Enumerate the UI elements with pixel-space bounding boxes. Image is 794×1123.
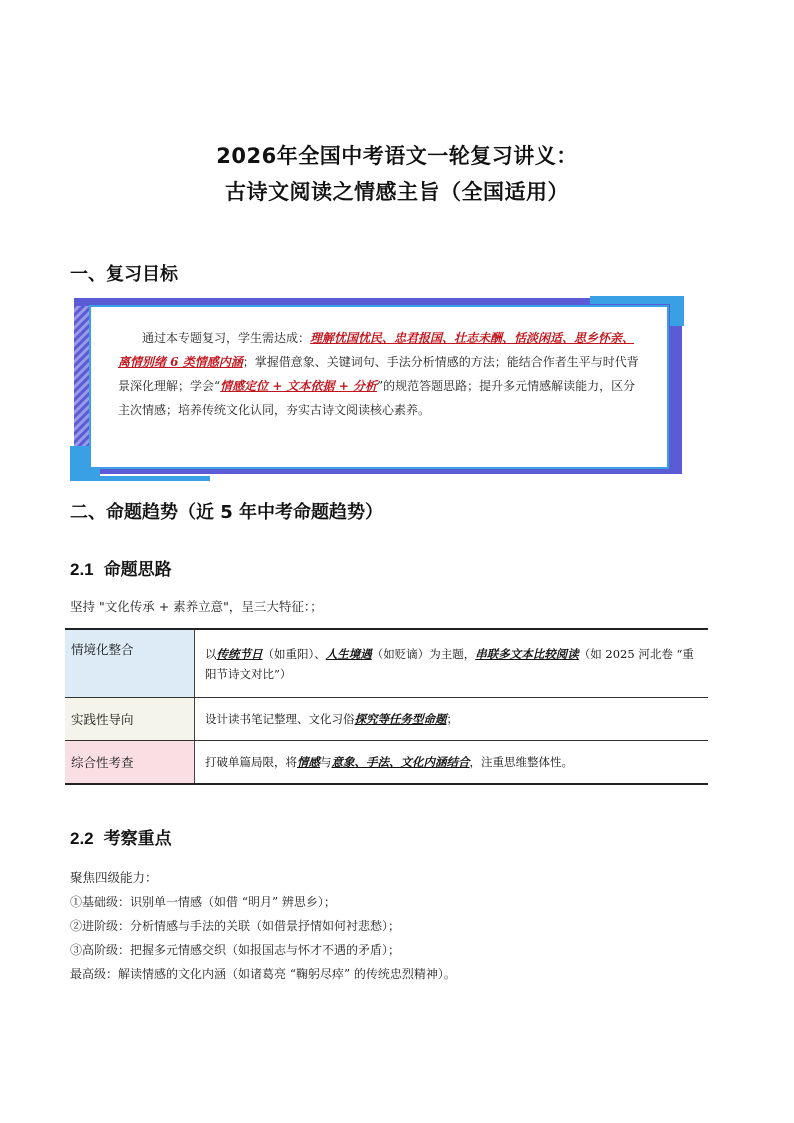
cell-emphasis: 意象、手法、文化内涵结合 xyxy=(331,755,470,769)
cell-text: 打破单篇局限，将 xyxy=(205,755,297,769)
document-title-line2: 古诗文阅读之情感主旨（全国适用） xyxy=(225,180,569,204)
list-item: 最高级：解读情感的文化内涵（如诸葛亮 “鞠躬尽瘁” 的传统忠烈精神）。 xyxy=(70,967,456,981)
subsection-heading-ideas xyxy=(70,555,172,580)
section-heading-trends: 二、命题趋势（近 5 年中考命题趋势） xyxy=(70,502,384,523)
cell-text: ； xyxy=(446,712,458,726)
table-row xyxy=(65,629,708,698)
table-row xyxy=(65,698,708,741)
table-row-value xyxy=(195,698,709,741)
goal-paragraph xyxy=(118,326,646,422)
goal-text-1: 通过本专题复习，学生需达成： xyxy=(142,331,311,345)
cell-emphasis: 串联多文本比较阅读 xyxy=(475,646,579,661)
table-row xyxy=(65,741,708,785)
cell-text: ，注重思维整体性。 xyxy=(469,755,573,769)
cell-text: 以 xyxy=(205,646,217,661)
table-row-value xyxy=(195,741,709,785)
table-row-key: 实践性导向 xyxy=(65,698,195,741)
features-table xyxy=(65,628,708,785)
subsection-number: 2.1 xyxy=(70,560,94,579)
cell-emphasis: 人生境遇 xyxy=(325,646,372,661)
table-row-key: 情境化整合 xyxy=(65,629,195,698)
list-item: ③高阶级：把握多元情感交织（如报国志与怀才不遇的矛盾）； xyxy=(70,943,401,957)
goal-text-3: ”的规范答题思路；提升多元情感解读能力，区分主次情感；培养传统文化认同，夯实古诗文阅读核心素养。 xyxy=(118,379,636,417)
goal-highlight-method: 情感定位 + 文本依据 + 分析 xyxy=(220,379,377,393)
table-row-value xyxy=(195,629,709,698)
document-title-line1: 2026年全国中考语文一轮复习讲义： xyxy=(216,144,578,168)
list-item: ①基础级：识别单一情感（如借 “明月” 辨思乡）； xyxy=(70,895,336,909)
focus-intro: 聚焦四级能力： xyxy=(70,870,158,885)
cell-emphasis: 探究等任务型命题 xyxy=(354,712,447,726)
list-item: ②进阶级：分析情感与手法的关联（如借景抒情如何衬悲愁）； xyxy=(70,919,401,933)
cell-text: 设计读书笔记整理、文化习俗 xyxy=(205,712,355,726)
cell-text: 与 xyxy=(320,755,332,769)
subsection-heading-focus xyxy=(70,824,172,849)
subsection-title: 考察重点 xyxy=(103,829,172,849)
table-row-key: 综合性考查 xyxy=(65,741,195,785)
subsection-number: 2.2 xyxy=(70,829,94,848)
goal-text-2: ；掌握借意象、关键词句、手法分析情感的方法；能结合作者生平与时代背景深化理解；学会“ xyxy=(118,355,639,393)
focus-list xyxy=(70,866,730,986)
cell-text: （如贬谪）为主题， xyxy=(371,646,476,661)
cell-text: （如 2025 河北卷 “重阳节诗文对比”） xyxy=(205,646,694,681)
cell-text: （如重阳）、 xyxy=(262,646,326,661)
cell-emphasis: 传统节日 xyxy=(216,646,263,661)
section-heading-goals: 一、复习目标 xyxy=(70,264,178,285)
cell-emphasis: 情感 xyxy=(297,755,320,769)
ideas-intro: 坚持 "文化传承 + 素养立意"，呈三大特征：； xyxy=(70,599,323,614)
goal-highlight-emotions: 理解忧国忧民、忠君报国、壮志未酬、恬淡闲适、思乡怀亲、离情别绪 6 类情感内涵 xyxy=(118,331,635,369)
subsection-title: 命题思路 xyxy=(103,560,172,580)
